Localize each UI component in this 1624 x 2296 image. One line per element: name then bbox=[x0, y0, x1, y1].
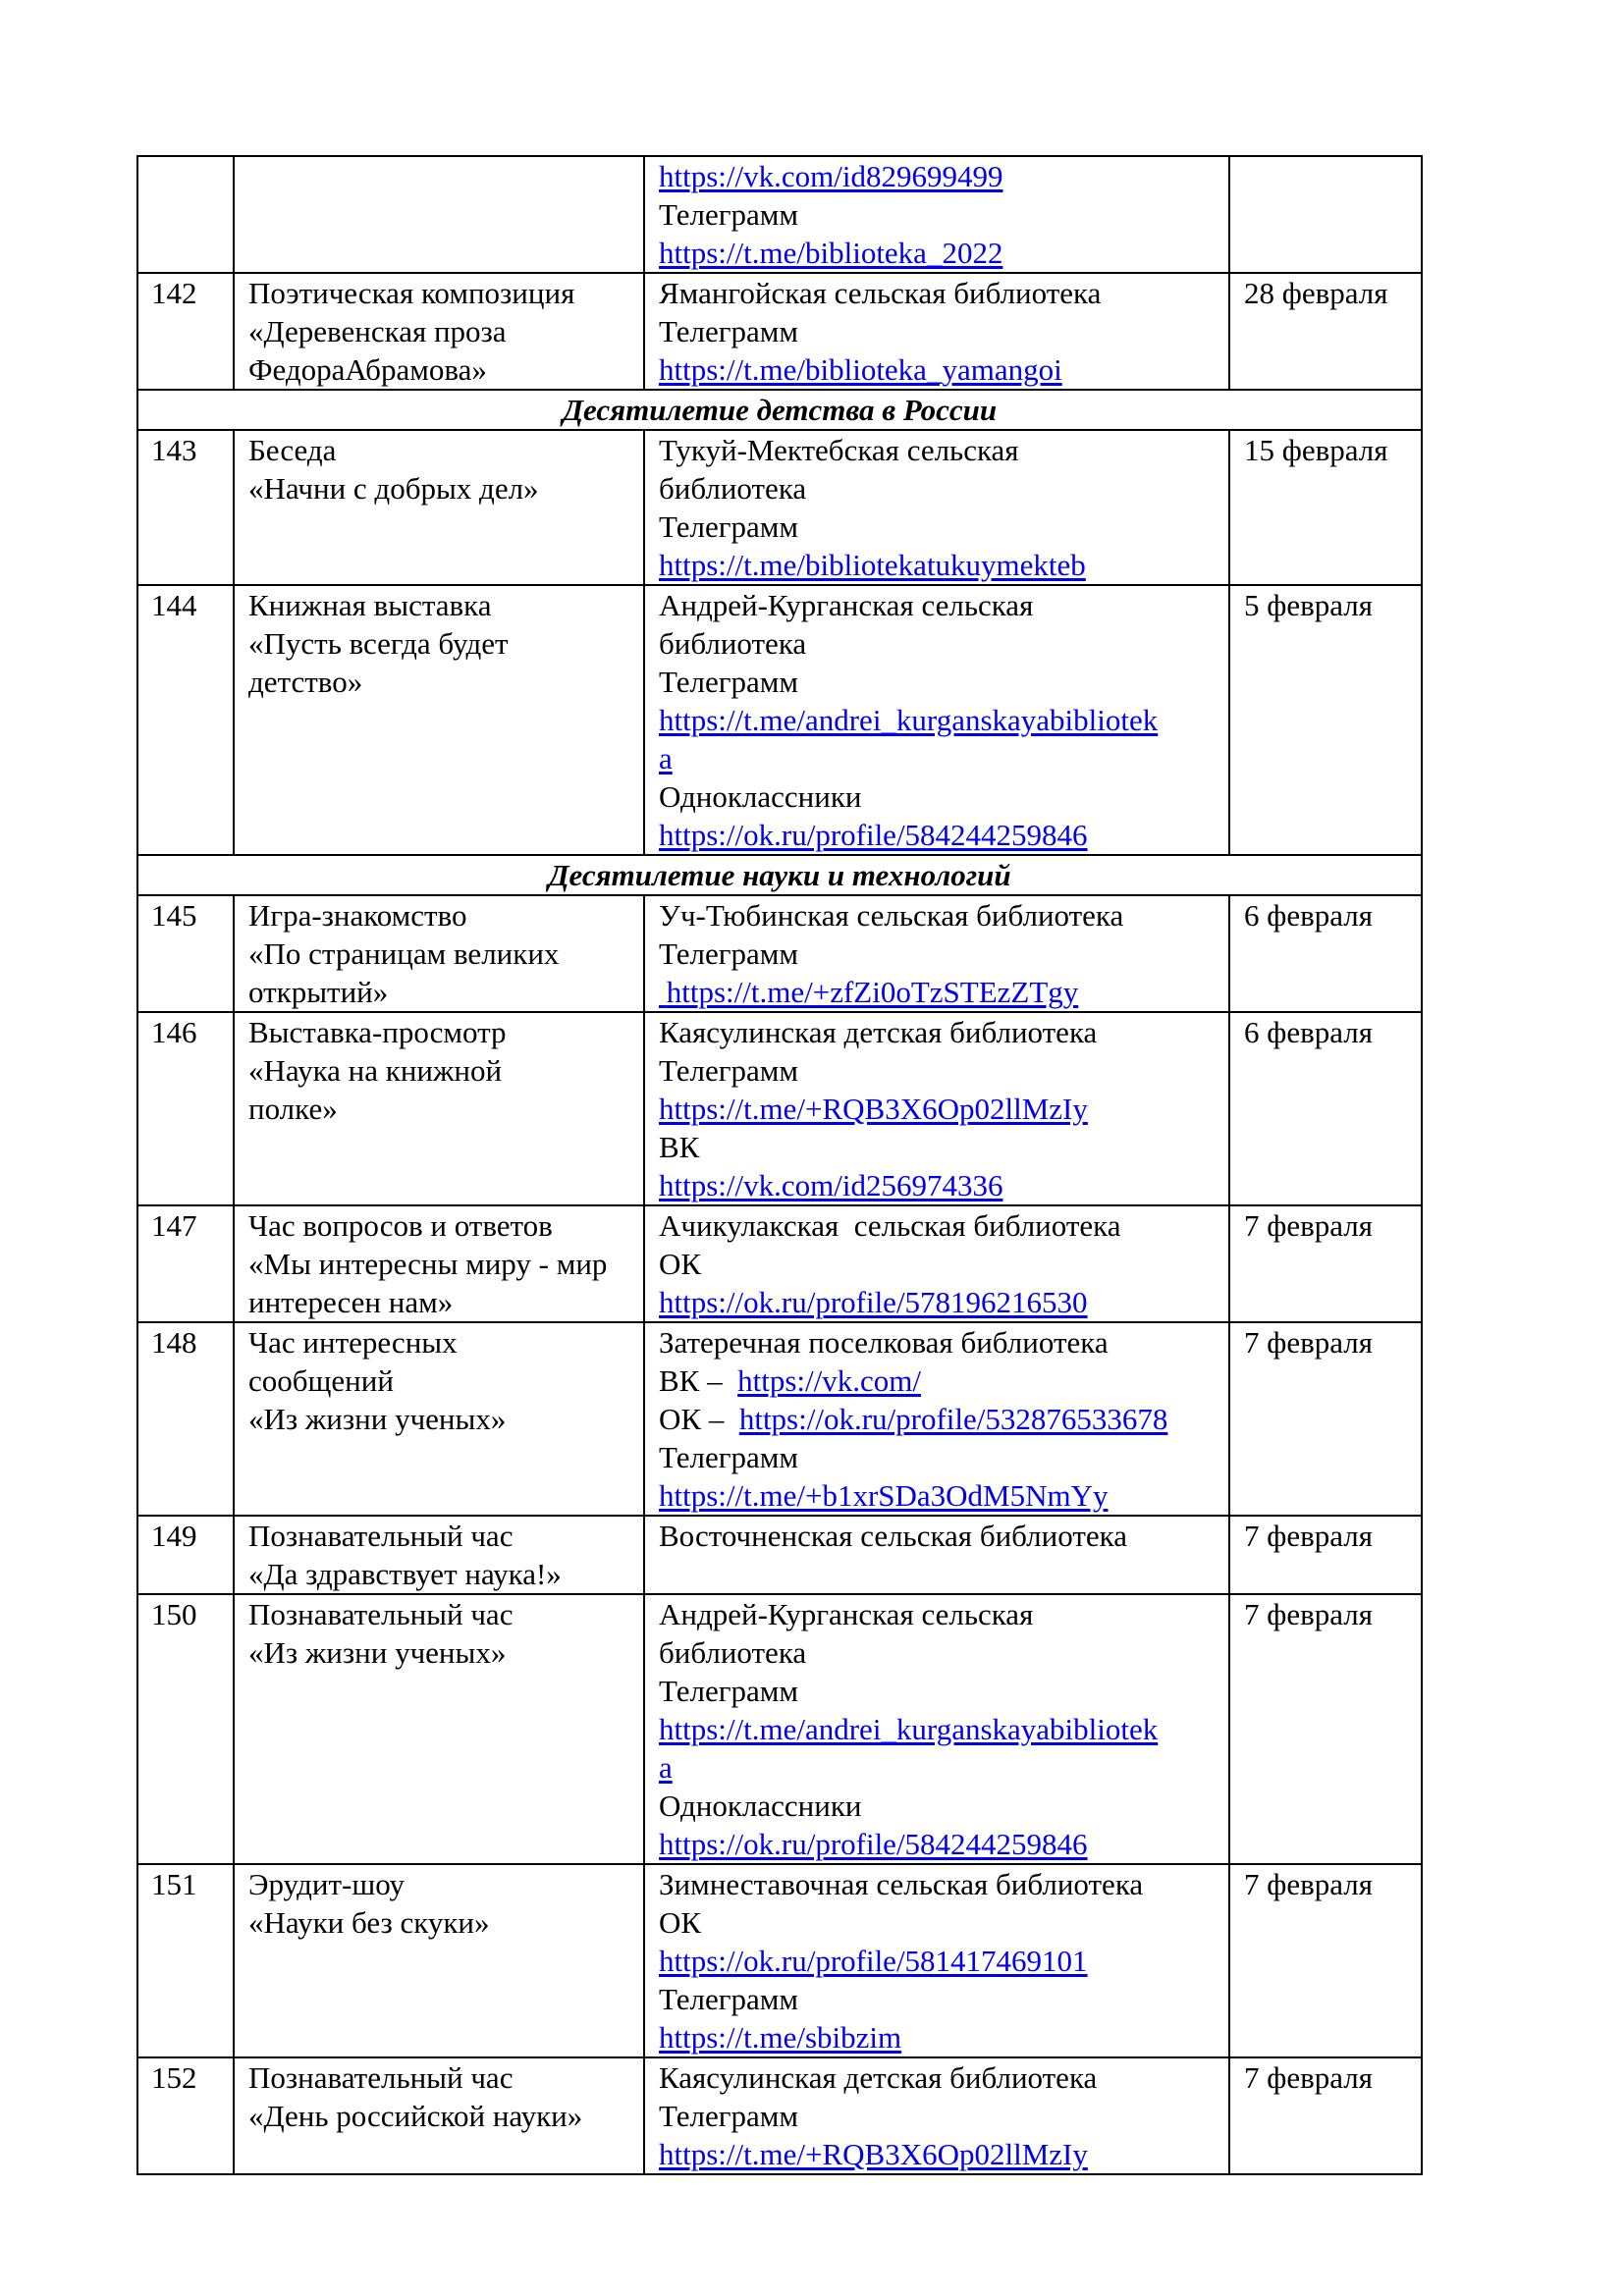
venue-text: Телеграмм bbox=[659, 665, 798, 699]
venue-text: Телеграмм bbox=[659, 936, 798, 971]
venue-link-line bbox=[659, 816, 1215, 854]
event-date bbox=[1229, 156, 1422, 273]
event-title-line: «Мы интересны миру - мир bbox=[248, 1247, 608, 1281]
venue-text-line bbox=[659, 1517, 1215, 1555]
venue-link-line bbox=[659, 2018, 1215, 2056]
table-row bbox=[137, 1012, 1422, 1205]
venue-text-line bbox=[659, 934, 1215, 973]
social-link[interactable]: https://t.me/biblioteka_2022 bbox=[659, 236, 1003, 270]
venue-cell bbox=[644, 1516, 1229, 1594]
venue-cell bbox=[644, 1322, 1229, 1516]
event-number: 150 bbox=[137, 1594, 234, 1864]
social-link[interactable]: https://ok.ru/profile/581417469101 bbox=[659, 1944, 1088, 1978]
venue-text-line bbox=[659, 469, 1215, 507]
venue-link-line bbox=[659, 1362, 1215, 1400]
venue-text: библиотека bbox=[659, 1635, 807, 1670]
event-title-line: Книжная выставка bbox=[248, 588, 492, 622]
social-link[interactable]: https://ok.ru/profile/532876533678 bbox=[738, 1402, 1168, 1436]
social-link[interactable]: https://ok.ru/profile/578196216530 bbox=[659, 1285, 1088, 1319]
venue-cell bbox=[644, 1205, 1229, 1322]
venue-link-line bbox=[659, 1283, 1215, 1321]
event-title-line: «День российской науки» bbox=[248, 2099, 583, 2133]
venue-link-line bbox=[659, 1400, 1215, 1438]
event-title-line: Час интересных bbox=[248, 1325, 458, 1360]
event-title-cell bbox=[234, 156, 644, 273]
table-row bbox=[137, 1205, 1422, 1322]
event-title-line: «Наука на книжной bbox=[248, 1053, 503, 1088]
venue-text: Телеграмм bbox=[659, 2099, 798, 2133]
venue-cell bbox=[644, 1594, 1229, 1864]
event-title-cell bbox=[234, 1594, 644, 1864]
section-title: Десятилетие детства в России bbox=[137, 390, 1422, 430]
social-link[interactable]: https://t.me/biblioteka_yamangoi bbox=[659, 352, 1062, 387]
table-row bbox=[137, 2057, 1422, 2174]
venue-cell bbox=[644, 1012, 1229, 1205]
venue-cell bbox=[644, 585, 1229, 855]
event-title-cell bbox=[234, 430, 644, 585]
venue-link-line bbox=[659, 701, 1215, 739]
venue-text: библиотека bbox=[659, 471, 807, 506]
event-title-line: Поэтическая композиция bbox=[248, 276, 575, 310]
venue-text-line bbox=[659, 2058, 1215, 2097]
venue-cell bbox=[644, 156, 1229, 273]
event-title-cell bbox=[234, 1205, 644, 1322]
venue-text: Одноклассники bbox=[659, 779, 862, 814]
venue-link-line bbox=[659, 1710, 1215, 1748]
event-title-line: ФедораАбрамова» bbox=[248, 352, 487, 387]
event-number: 144 bbox=[137, 585, 234, 855]
table-row bbox=[137, 895, 1422, 1012]
social-link[interactable]: https://t.me/+zfZi0oTzSTEzZTgy bbox=[659, 975, 1079, 1009]
venue-text-line bbox=[659, 312, 1215, 350]
event-title-line: сообщений bbox=[248, 1363, 394, 1398]
venue-text-line bbox=[659, 624, 1215, 663]
venue-text: Ачикулакская сельская библиотека bbox=[659, 1208, 1121, 1243]
venue-link-line bbox=[659, 1825, 1215, 1863]
event-title-line: Час вопросов и ответов bbox=[248, 1208, 553, 1243]
section-header-row bbox=[137, 390, 1422, 430]
social-link[interactable]: https://vk.com/ bbox=[737, 1363, 921, 1398]
venue-text-line bbox=[659, 896, 1215, 934]
event-title-line: «Пусть всегда будет bbox=[248, 626, 509, 661]
venue-text-line bbox=[659, 2097, 1215, 2135]
event-title-line: интересен нам» bbox=[248, 1285, 454, 1319]
table-row bbox=[137, 430, 1422, 585]
venue-text: Андрей-Курганская сельская bbox=[659, 588, 1034, 622]
event-title-line: Выставка-просмотр bbox=[248, 1015, 507, 1049]
social-link[interactable]: https://t.me/andrei_kurganskayabibliotek bbox=[659, 703, 1159, 737]
venue-text-line bbox=[659, 1438, 1215, 1476]
venue-text-line bbox=[659, 1245, 1215, 1283]
venue-text: ОК bbox=[659, 1247, 702, 1281]
event-date: 7 февраля bbox=[1229, 1205, 1422, 1322]
venue-text: Каясулинская детская библиотека bbox=[659, 2060, 1098, 2095]
event-title-line: «Да здравствует наука!» bbox=[248, 1557, 562, 1591]
table-row bbox=[137, 156, 1422, 273]
venue-cell bbox=[644, 895, 1229, 1012]
event-number: 149 bbox=[137, 1516, 234, 1594]
social-link[interactable]: https://ok.ru/profile/584244259846 bbox=[659, 1827, 1088, 1861]
event-title-cell bbox=[234, 1322, 644, 1516]
venue-text: Андрей-Курганская сельская bbox=[659, 1597, 1034, 1631]
venue-text-line bbox=[659, 1672, 1215, 1710]
venue-text-line bbox=[659, 663, 1215, 701]
venue-text: Телеграмм bbox=[659, 197, 798, 232]
table-row bbox=[137, 1594, 1422, 1864]
venue-cell bbox=[644, 2057, 1229, 2174]
event-title-line: Беседа bbox=[248, 433, 337, 467]
venue-text: Уч-Тюбинская сельская библиотека bbox=[659, 898, 1124, 933]
event-title-line: «Из жизни ученых» bbox=[248, 1635, 507, 1670]
network-prefix: ВК – bbox=[659, 1363, 738, 1398]
venue-text-line bbox=[659, 1013, 1215, 1051]
social-link[interactable]: https://t.me/+RQB3X6Op02llMzIy bbox=[659, 2137, 1088, 2171]
venue-text: Телеграмм bbox=[659, 1982, 798, 2016]
venue-text: библиотека bbox=[659, 626, 807, 661]
events-table bbox=[136, 155, 1423, 2175]
table-row bbox=[137, 273, 1422, 390]
event-number: 143 bbox=[137, 430, 234, 585]
network-prefix: ОК – bbox=[659, 1402, 739, 1436]
venue-text-line bbox=[659, 586, 1215, 624]
venue-text-line bbox=[659, 1128, 1215, 1166]
venue-text: Тукуй-Мектебская сельская bbox=[659, 433, 1019, 467]
social-link[interactable]: https://t.me/+b1xrSDa3OdM5NmYy bbox=[659, 1478, 1109, 1513]
venue-text: Телеграмм bbox=[659, 314, 798, 348]
event-date: 7 февраля bbox=[1229, 1322, 1422, 1516]
event-date: 15 февраля bbox=[1229, 430, 1422, 585]
event-number: 147 bbox=[137, 1205, 234, 1322]
event-title-cell bbox=[234, 1012, 644, 1205]
event-title-line: «Деревенская проза bbox=[248, 314, 507, 348]
event-date: 6 февраля bbox=[1229, 1012, 1422, 1205]
venue-cell bbox=[644, 1864, 1229, 2057]
event-title-line: открытий» bbox=[248, 975, 389, 1009]
section-title: Десятилетие науки и технологий bbox=[137, 855, 1422, 895]
social-link[interactable]: a bbox=[659, 741, 673, 775]
event-title-cell bbox=[234, 1864, 644, 2057]
social-link[interactable]: https://t.me/+RQB3X6Op02llMzIy bbox=[659, 1092, 1088, 1126]
social-link[interactable]: https://vk.com/id256974336 bbox=[659, 1168, 1003, 1202]
venue-text-line bbox=[659, 1980, 1215, 2018]
venue-text-line bbox=[659, 1865, 1215, 1903]
event-title-line: Эрудит-шоу bbox=[248, 1867, 406, 1901]
venue-text: Телеграмм bbox=[659, 1053, 798, 1088]
venue-text: Телеграмм bbox=[659, 1674, 798, 1708]
venue-link-line bbox=[659, 1942, 1215, 1980]
event-date: 7 февраля bbox=[1229, 1864, 1422, 2057]
event-number: 142 bbox=[137, 273, 234, 390]
event-number: 146 bbox=[137, 1012, 234, 1205]
event-title-line: Познавательный час bbox=[248, 1519, 514, 1553]
table-row bbox=[137, 585, 1422, 855]
event-title-line: «Науки без скуки» bbox=[248, 1905, 490, 1940]
venue-link-line bbox=[659, 973, 1215, 1011]
event-title-cell bbox=[234, 2057, 644, 2174]
social-link[interactable]: a bbox=[659, 1750, 673, 1785]
table-row bbox=[137, 1864, 1422, 2057]
venue-cell bbox=[644, 430, 1229, 585]
table-row bbox=[137, 1516, 1422, 1594]
venue-text: ВК bbox=[659, 1130, 700, 1164]
event-title-line: «Начни с добрых дел» bbox=[248, 471, 539, 506]
venue-link-line bbox=[659, 234, 1215, 272]
venue-text-line bbox=[659, 777, 1215, 816]
event-title-line: Познавательный час bbox=[248, 2060, 514, 2095]
venue-link-line bbox=[659, 350, 1215, 389]
venue-link-line bbox=[659, 1166, 1215, 1204]
section-header-row bbox=[137, 855, 1422, 895]
venue-link-line bbox=[659, 1090, 1215, 1128]
venue-text-line bbox=[659, 1633, 1215, 1672]
venue-text: Каясулинская детская библиотека bbox=[659, 1015, 1098, 1049]
venue-text-line bbox=[659, 1323, 1215, 1362]
venue-link-line bbox=[659, 546, 1215, 584]
venue-text-line bbox=[659, 274, 1215, 312]
venue-text: Зимнеставочная сельская библиотека bbox=[659, 1867, 1144, 1901]
event-number: 145 bbox=[137, 895, 234, 1012]
social-link[interactable]: https://ok.ru/profile/584244259846 bbox=[659, 818, 1088, 852]
table-row bbox=[137, 1322, 1422, 1516]
event-title-cell bbox=[234, 273, 644, 390]
event-title-line: «По страницам великих bbox=[248, 936, 560, 971]
venue-link-line bbox=[659, 739, 1215, 777]
event-title-cell bbox=[234, 895, 644, 1012]
event-date: 7 февраля bbox=[1229, 1594, 1422, 1864]
social-link[interactable]: https://t.me/andrei_kurganskayabibliotek bbox=[659, 1712, 1159, 1746]
event-number: 152 bbox=[137, 2057, 234, 2174]
event-number: 148 bbox=[137, 1322, 234, 1516]
venue-link-line bbox=[659, 1748, 1215, 1787]
social-link[interactable]: https://vk.com/id829699499 bbox=[659, 159, 1003, 193]
venue-text: Телеграмм bbox=[659, 509, 798, 544]
events-table-body bbox=[137, 156, 1422, 2174]
event-title-line: Игра-знакомство bbox=[248, 898, 467, 933]
venue-link-line bbox=[659, 157, 1215, 195]
social-link[interactable]: https://t.me/sbibzim bbox=[659, 2020, 902, 2055]
venue-text: ОК bbox=[659, 1905, 702, 1940]
event-date: 28 февраля bbox=[1229, 273, 1422, 390]
venue-text: Ямангойская сельская библиотека bbox=[659, 276, 1102, 310]
venue-text: Телеграмм bbox=[659, 1440, 798, 1474]
event-title-cell bbox=[234, 1516, 644, 1594]
event-title-line: «Из жизни ученых» bbox=[248, 1402, 507, 1436]
venue-text-line bbox=[659, 1903, 1215, 1942]
event-number: 151 bbox=[137, 1864, 234, 2057]
event-date: 6 февраля bbox=[1229, 895, 1422, 1012]
venue-text-line bbox=[659, 1051, 1215, 1090]
venue-cell bbox=[644, 273, 1229, 390]
event-date: 7 февраля bbox=[1229, 2057, 1422, 2174]
event-title-line: детство» bbox=[248, 665, 363, 699]
event-title-line: полке» bbox=[248, 1092, 338, 1126]
venue-text-line bbox=[659, 1787, 1215, 1825]
event-title-line: Познавательный час bbox=[248, 1597, 514, 1631]
event-date: 7 февраля bbox=[1229, 1516, 1422, 1594]
venue-text: Затеречная поселковая библиотека bbox=[659, 1325, 1109, 1360]
venue-text-line bbox=[659, 195, 1215, 234]
event-number bbox=[137, 156, 234, 273]
event-date: 5 февраля bbox=[1229, 585, 1422, 855]
venue-text-line bbox=[659, 1595, 1215, 1633]
social-link[interactable]: https://t.me/bibliotekatukuymekteb bbox=[659, 548, 1086, 582]
venue-link-line bbox=[659, 1476, 1215, 1515]
event-title-cell bbox=[234, 585, 644, 855]
venue-text-line bbox=[659, 431, 1215, 469]
venue-text-line bbox=[659, 507, 1215, 546]
venue-text: Одноклассники bbox=[659, 1789, 862, 1823]
venue-text-line bbox=[659, 1206, 1215, 1245]
venue-text: Восточненская сельская библиотека bbox=[659, 1519, 1127, 1553]
venue-link-line bbox=[659, 2135, 1215, 2173]
